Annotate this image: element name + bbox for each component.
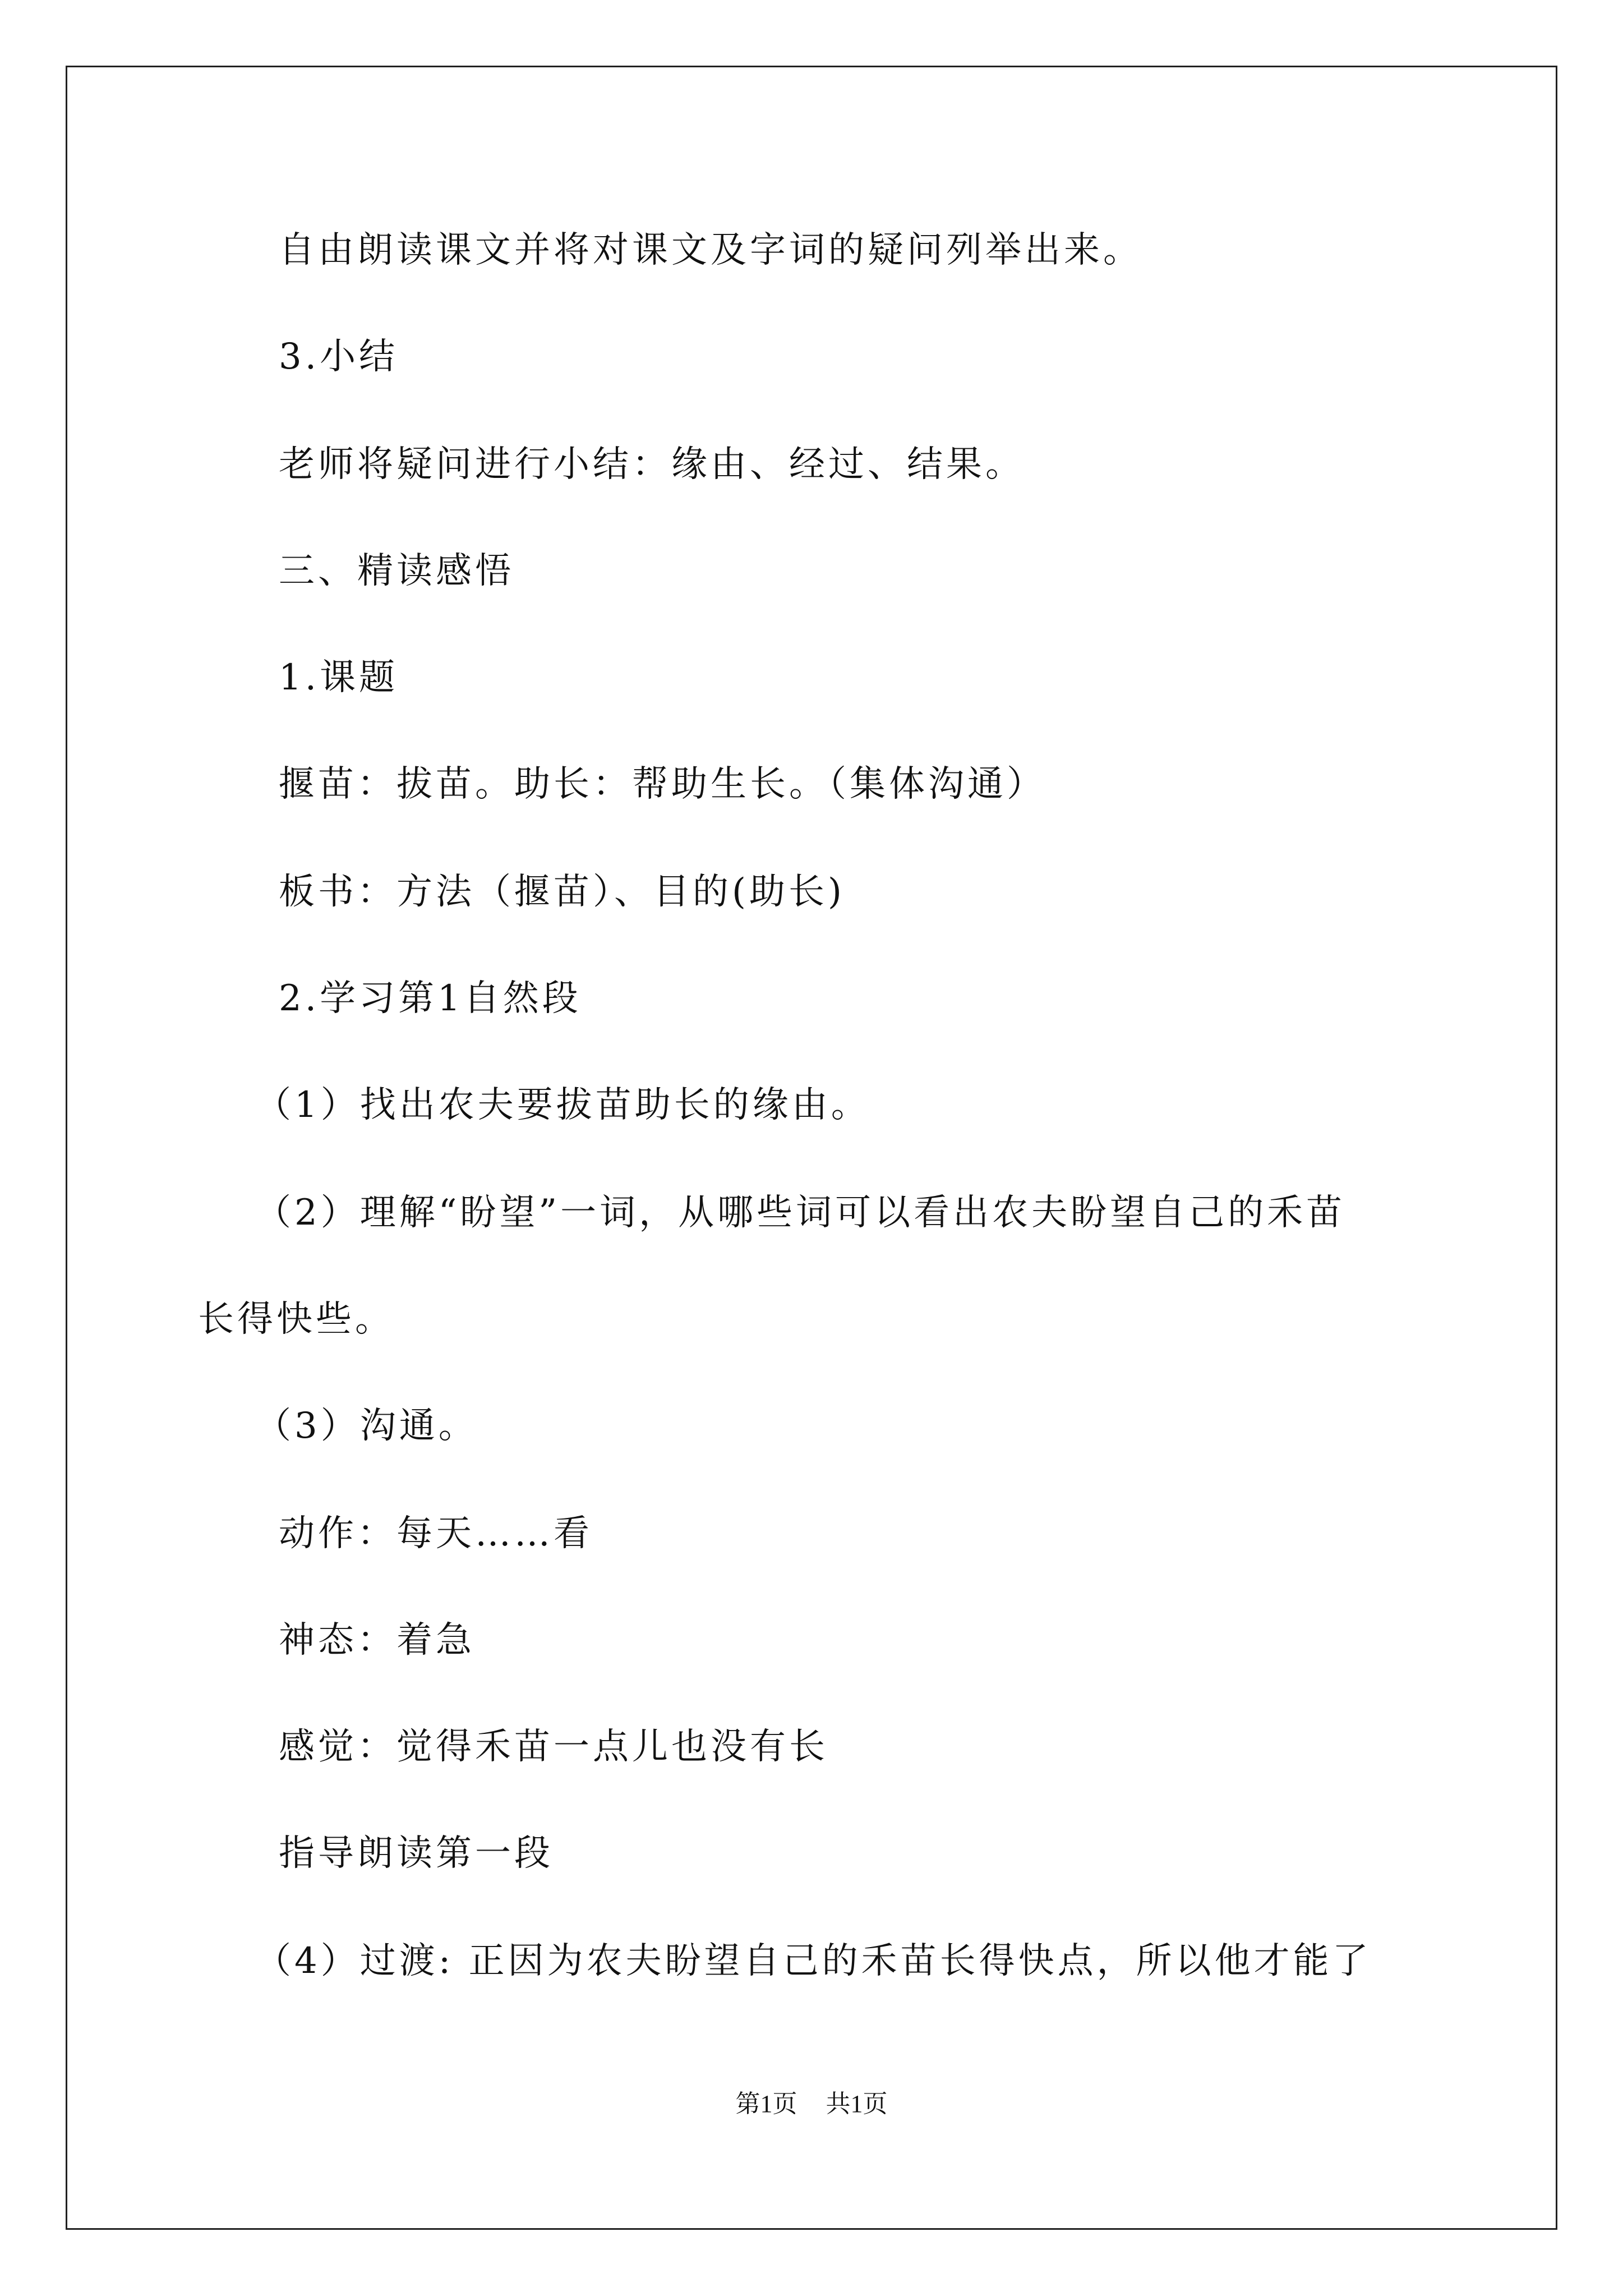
text-line: 感觉：觉得禾苗一点儿也没有长 bbox=[279, 1726, 828, 1768]
text-line: 1.课题 bbox=[279, 657, 399, 698]
text-line: 动作：每天……看 bbox=[279, 1513, 593, 1554]
text-line: 2.学习第1自然段 bbox=[279, 978, 582, 1019]
text-line: 长得快些。 bbox=[198, 1299, 394, 1340]
page-number: 第1页 bbox=[735, 2090, 797, 2118]
text-line: 老师将疑问进行小结：缘由、经过、结果。 bbox=[279, 444, 1025, 485]
page-border bbox=[66, 66, 1557, 2230]
text-line: 揠苗：拔苗。助长：帮助生长。（集体沟通） bbox=[279, 763, 1046, 805]
text-line: 神态：着急 bbox=[279, 1619, 475, 1661]
page-total: 共1页 bbox=[826, 2090, 888, 2118]
text-line: （1）找出农夫要拔苗助长的缘由。 bbox=[255, 1084, 870, 1126]
text-line: 自由朗读课文并将对课文及字词的疑问列举出来。 bbox=[279, 229, 1142, 271]
text-line: 指导朗读第一段 bbox=[279, 1833, 554, 1874]
text-line: （4）过渡: 正因为农夫盼望自己的禾苗长得快点，所以他才能了 bbox=[255, 1940, 1372, 1982]
page-footer bbox=[0, 2092, 1623, 2116]
text-line: （3）沟通。 bbox=[255, 1405, 478, 1447]
section-heading: 三、精读感悟 bbox=[279, 550, 514, 592]
text-line: 3.小结 bbox=[279, 336, 399, 378]
text-line: 板书：方法（揠苗）、目的(助长) bbox=[279, 871, 845, 913]
text-line: （2）理解“盼望”一词，从哪些词可以看出农夫盼望自己的禾苗 bbox=[255, 1192, 1346, 1234]
